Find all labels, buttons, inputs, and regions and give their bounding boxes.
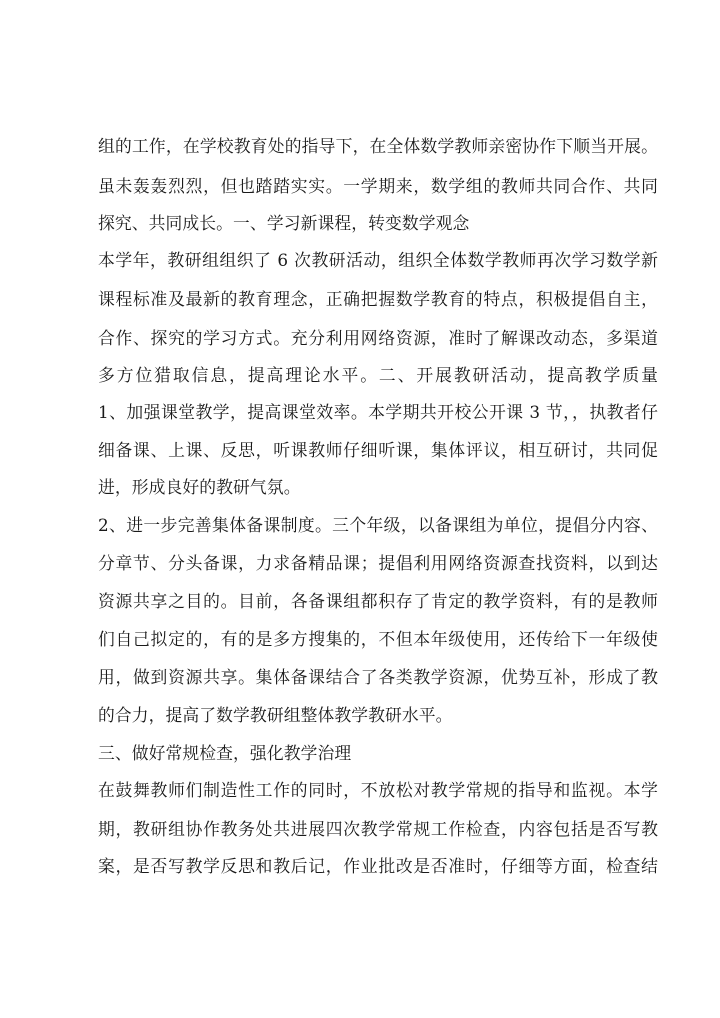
- text-line-5: 课程标准及最新的教育理念，正确把握数学教育的特点，积极提倡自主，: [98, 289, 658, 309]
- text-line-4: 本学年，教研组组织了 6 次教研活动，组织全体数学教师再次学习数学新: [98, 250, 658, 270]
- text-line-12: 分章节、分头备课，力求备精品课；提倡利用网络资源查找资料，以到达: [98, 553, 658, 573]
- text-line-7: 多方位猎取信息，提高理论水平。二、开展教研活动，提高教学质量: [98, 365, 658, 385]
- text-line-2: 虽未轰轰烈烈，但也踏踏实实。一学期来，数学组的教师共同合作、共同: [98, 176, 658, 196]
- text-line-8: 1、加强课堂教学，提高课堂效率。本学期共开校公开课 3 节，，执教者仔: [98, 402, 658, 422]
- text-line-15: 用，做到资源共享。集体备课结合了各类教学资源，优势互补，形成了教: [98, 667, 658, 687]
- text-line-16: 的合力，提高了数学教研组整体教学教研水平。: [98, 705, 453, 725]
- text-line-13: 资源共享之目的。目前，各备课组都积存了肯定的教学资料，有的是教师: [98, 591, 658, 611]
- text-line-6: 合作、探究的学习方式。充分利用网络资源，准时了解课改动态，多渠道: [98, 328, 658, 348]
- text-line-20: 案，是否写教学反思和教后记，作业批改是否准时，仔细等方面，检查结: [98, 856, 658, 876]
- text-line-14: 们自己拟定的，有的是多方搜集的，不但本年级使用，还传给下一年级使: [98, 629, 658, 649]
- text-line-18: 在鼓舞教师们制造性工作的同时，不放松对教学常规的指导和监视。本学: [98, 780, 658, 800]
- text-line-19: 期，教研组协作教务处共进展四次教学常规工作检查，内容包括是否写教: [98, 819, 658, 839]
- text-line-10: 进，形成良好的教研气氛。: [98, 477, 301, 497]
- text-line-3: 探究、共同成长。一、学习新课程，转变数学观念: [98, 213, 470, 233]
- text-line-1: 组的工作，在学校教育处的指导下，在全体数学教师亲密协作下顺当开展。: [98, 136, 658, 156]
- text-line-11: 2、进一步完善集体备课制度。三个年级，以备课组为单位，提倡分内容、: [98, 515, 658, 535]
- text-line-9: 细备课、上课、反思，听课教师仔细听课，集体评议，相互研讨，共同促: [98, 440, 658, 460]
- section-heading-3: 三、做好常规检查，强化教学治理: [98, 743, 352, 763]
